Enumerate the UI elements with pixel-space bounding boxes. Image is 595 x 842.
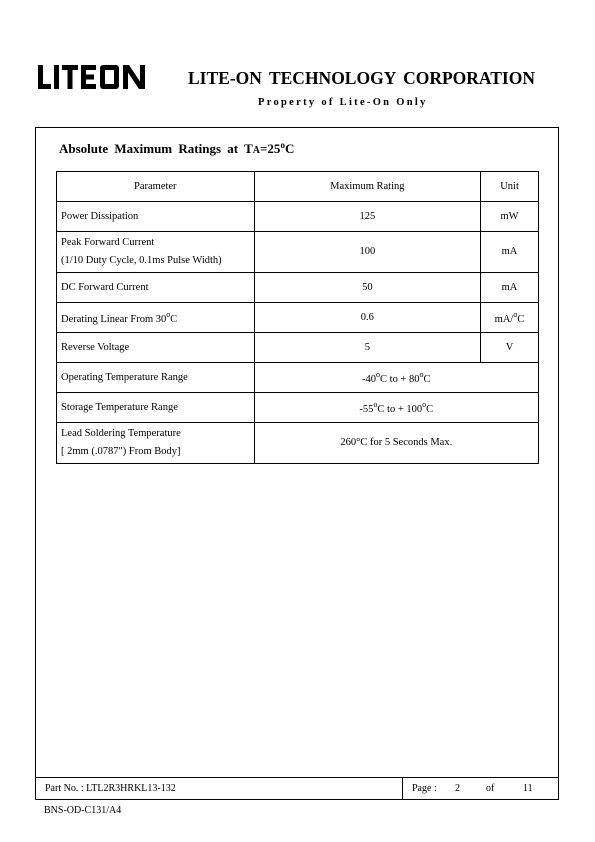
- row-parameter: Operating Temperature Range: [57, 363, 255, 393]
- header-parameter: Parameter: [57, 172, 255, 202]
- row-unit: mA: [481, 273, 539, 303]
- document-reference: BNS-OD-C131/A4: [44, 805, 122, 816]
- degree-mark: o: [419, 370, 424, 379]
- section-title: [59, 140, 294, 157]
- company-name: LITE-ON TECHNOLOGY CORPORATION: [188, 68, 535, 88]
- table-row: [57, 423, 539, 464]
- row-parameter-unit: C: [170, 314, 178, 325]
- row-unit: [481, 303, 539, 333]
- row-unit-c: C: [517, 314, 525, 325]
- footer-divider: [402, 777, 403, 800]
- row-rating: 100: [254, 232, 480, 273]
- row-parameter-text: Derating Linear From 30: [61, 314, 167, 325]
- row-parameter-line1: Lead Soldering Temperature: [61, 428, 181, 439]
- page-label: Page :: [412, 783, 437, 794]
- ratings-table: [56, 171, 539, 464]
- row-rating: 260°C for 5 Seconds Max.: [254, 423, 538, 464]
- row-parameter: DC Forward Current: [57, 273, 255, 303]
- row-rating: [254, 393, 538, 423]
- table-header-row: [57, 172, 539, 202]
- rating-mid: C to + 80: [380, 374, 420, 385]
- table-row: [57, 273, 539, 303]
- page-number: 2: [455, 783, 460, 794]
- rating-mid: C to + 100: [377, 404, 423, 415]
- degree-mark: o: [376, 370, 381, 379]
- degree-mark: o: [513, 310, 518, 319]
- section-title-unit: C: [284, 141, 295, 156]
- section-title-t: T: [244, 141, 253, 156]
- section-title-value: =25: [260, 141, 281, 156]
- table-row: [57, 363, 539, 393]
- row-parameter-line2: (1/10 Duty Cycle, 0.1ms Pulse Width): [61, 255, 222, 266]
- page-of: of: [486, 783, 495, 794]
- row-unit: V: [481, 333, 539, 363]
- page-total: 11: [523, 783, 533, 794]
- part-number: Part No. : LTL2R3HRKL13-132: [45, 783, 176, 794]
- rating-low: -55: [359, 404, 374, 415]
- table-row: [57, 333, 539, 363]
- row-rating: 125: [254, 202, 480, 232]
- liteon-logo: [38, 64, 146, 90]
- row-rating: [254, 363, 538, 393]
- header-maximum-rating: Maximum Rating: [254, 172, 480, 202]
- header-unit: Unit: [481, 172, 539, 202]
- row-parameter: [57, 423, 255, 464]
- rating-unit: C: [426, 404, 434, 415]
- rating-low: -40: [362, 374, 377, 385]
- row-rating: 50: [254, 273, 480, 303]
- row-parameter: [57, 232, 255, 273]
- section-title-deg: o: [280, 140, 285, 150]
- row-parameter-line2: [ 2mm (.0787") From Body]: [61, 446, 181, 457]
- row-unit-text: mA/: [494, 314, 514, 325]
- row-unit: mA: [481, 232, 539, 273]
- degree-mark: o: [373, 400, 378, 409]
- degree-mark: o: [166, 310, 171, 319]
- row-parameter: Storage Temperature Range: [57, 393, 255, 423]
- table-row: [57, 303, 539, 333]
- table-row: [57, 393, 539, 423]
- table-row: [57, 202, 539, 232]
- row-parameter: [57, 303, 255, 333]
- row-parameter: Reverse Voltage: [57, 333, 255, 363]
- section-title-sub: A: [252, 145, 261, 156]
- row-parameter: Power Dissipation: [57, 202, 255, 232]
- section-title-prefix: Absolute Maximum Ratings at: [59, 141, 239, 156]
- row-parameter-line1: Peak Forward Current: [61, 237, 155, 248]
- rating-unit: C: [423, 374, 431, 385]
- row-rating: 5: [254, 333, 480, 363]
- row-rating: 0.6: [254, 303, 480, 333]
- property-notice: Property of Lite-On Only: [258, 97, 428, 108]
- degree-mark: o: [422, 400, 427, 409]
- table-row: [57, 232, 539, 273]
- row-unit: mW: [481, 202, 539, 232]
